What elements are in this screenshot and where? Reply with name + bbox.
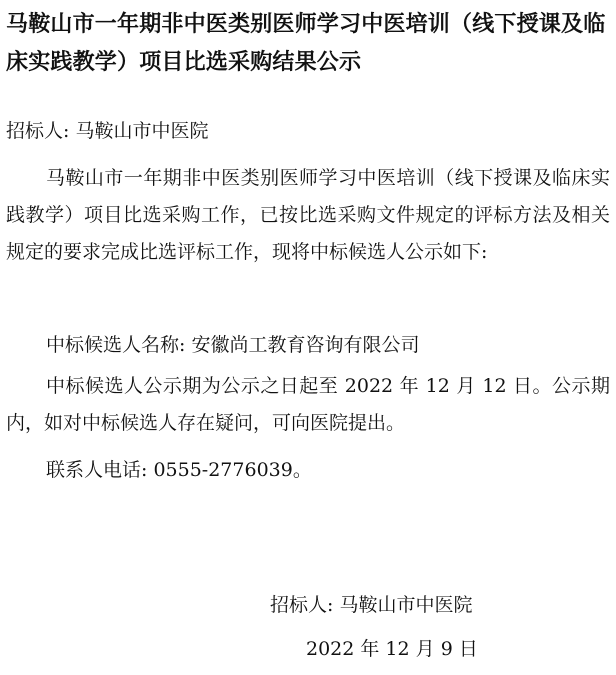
signature-organization: 招标人: 马鞍山市中医院: [270, 594, 473, 616]
recipient-line: 招标人: 马鞍山市中医院: [6, 120, 209, 142]
signature-date: 2022 年 12 月 9 日: [306, 638, 478, 660]
paragraph-intro: 马鞍山市一年期非中医类别医师学习中医培训（线下授课及临床实践教学）项目比选采购工作，已按比选采购文件规定的评标方法及相关规定的要求完成比选评标工作，现将中标候选人公示如下:: [6, 167, 610, 263]
document-title: 马鞍山市一年期非中医类别医师学习中医培训（线下授课及临床实践教学）项目比选采购结果公示: [6, 12, 606, 75]
paragraph-winning-candidate: 中标候选人名称: 安徽尚工教育咨询有限公司: [46, 334, 420, 356]
paragraph-contact-phone: 联系人电话: 0555-2776039。: [46, 459, 312, 481]
paragraph-publicity-period: 中标候选人公示期为公示之日起至 2022 年 12 月 12 日。公示期内，如对中标候选人存在疑问，可向医院提出。: [6, 375, 610, 434]
